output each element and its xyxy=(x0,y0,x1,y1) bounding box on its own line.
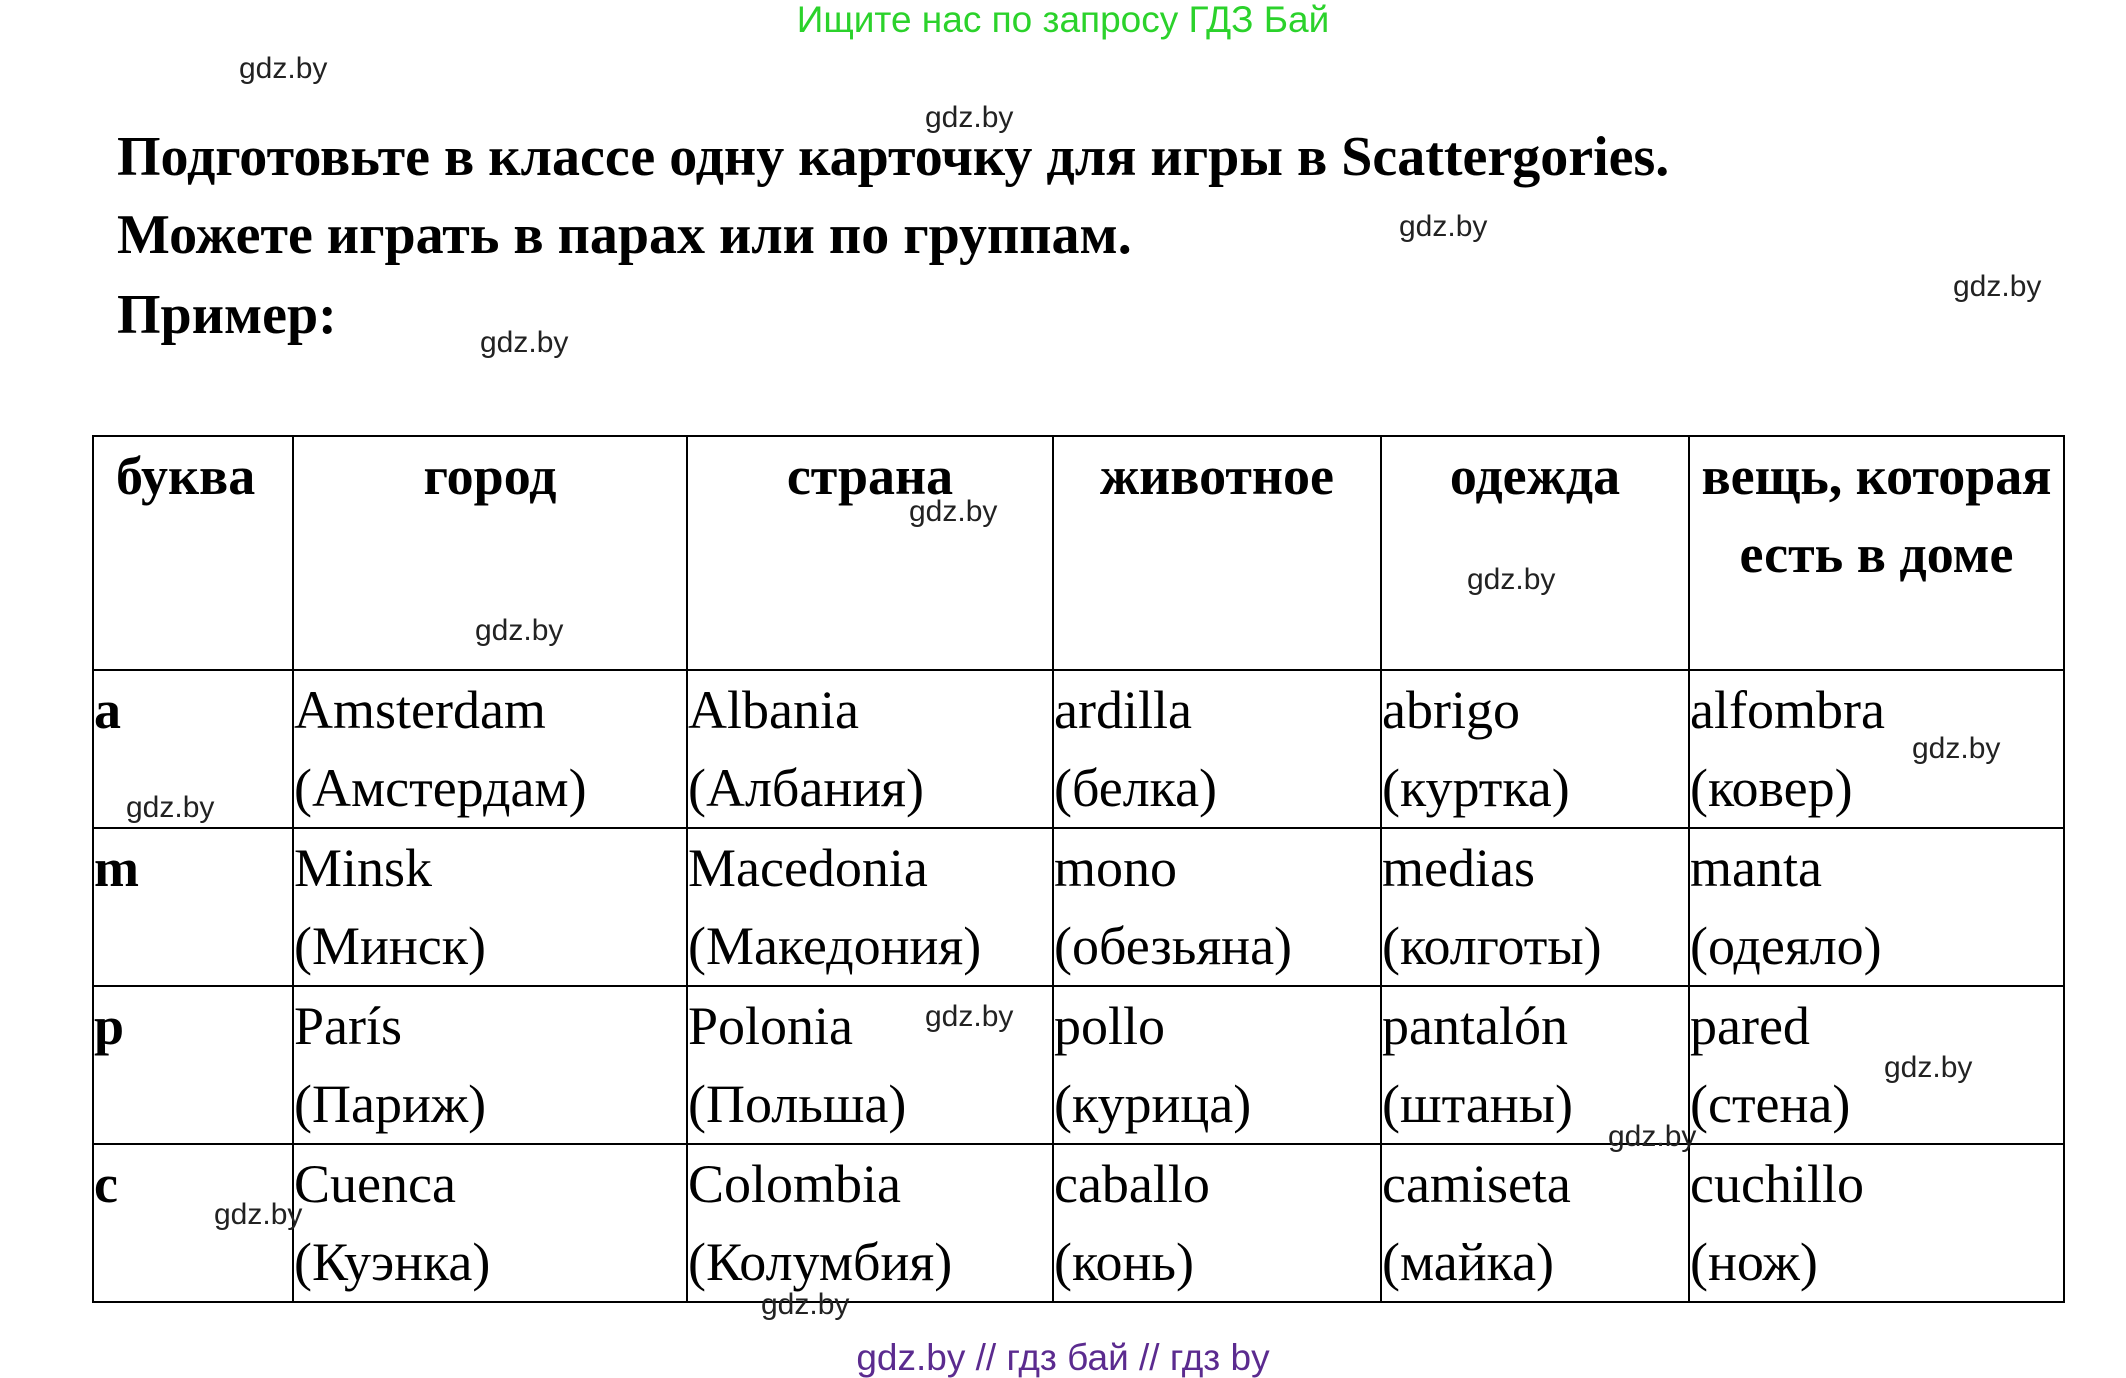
watermark: gdz.by xyxy=(1953,270,2042,303)
cell-household-item: manta (одеяло) xyxy=(1689,828,2064,986)
cell-city: Cuenca (Куэнка) xyxy=(293,1144,687,1302)
footer-links: gdz.by // гдз бай // гдз by xyxy=(856,1337,1270,1378)
cell-animal: ardilla (белка) xyxy=(1053,670,1381,828)
cell-animal: pollo (курица) xyxy=(1053,986,1381,1144)
watermark: gdz.by xyxy=(909,495,998,528)
cell-clothing: abrigo (куртка) xyxy=(1381,670,1689,828)
row-letter: m xyxy=(93,828,293,986)
watermark: gdz.by xyxy=(761,1288,850,1321)
cell-household-item: cuchillo (нож) xyxy=(1689,1144,2064,1302)
row-letter: p xyxy=(93,986,293,1144)
top-banner: Ищите нас по запросу ГДЗ Бай xyxy=(796,0,1330,40)
cell-clothing: camiseta (майка) xyxy=(1381,1144,1689,1302)
cell-country: Colombia (Колумбия) xyxy=(687,1144,1053,1302)
cell-clothing: medias (колготы) xyxy=(1381,828,1689,986)
watermark: gdz.by xyxy=(925,101,1014,134)
cell-household-item: pared (стена) xyxy=(1689,986,2064,1144)
watermark: gdz.by xyxy=(480,326,569,359)
cell-clothing: pantalón (штаны) xyxy=(1381,986,1689,1144)
table-row xyxy=(93,828,2064,986)
watermark: gdz.by xyxy=(214,1198,303,1231)
watermark: gdz.by xyxy=(1608,1120,1697,1153)
table-row xyxy=(93,670,2064,828)
cell-city: Minsk (Минск) xyxy=(293,828,687,986)
watermark: gdz.by xyxy=(475,614,564,647)
header-country: страна xyxy=(687,436,1053,670)
cell-country: Albania (Албания) xyxy=(687,670,1053,828)
example-label: Пример: xyxy=(117,284,337,346)
row-letter: c xyxy=(93,1144,293,1302)
header-city: город xyxy=(293,436,687,670)
scattergories-table xyxy=(92,435,2065,1303)
watermark: gdz.by xyxy=(1467,563,1556,596)
watermark: gdz.by xyxy=(1399,210,1488,243)
cell-animal: mono (обезьяна) xyxy=(1053,828,1381,986)
cell-country: Macedonia (Македония) xyxy=(687,828,1053,986)
cell-household-item: alfombra (ковер) xyxy=(1689,670,2064,828)
header-letter: буква xyxy=(93,436,293,670)
cell-country: Polonia (Польша) xyxy=(687,986,1053,1144)
watermark: gdz.by xyxy=(239,52,328,85)
header-household-item: вещь, которая есть в доме xyxy=(1689,436,2064,670)
cell-animal: caballo (конь) xyxy=(1053,1144,1381,1302)
table-header-row xyxy=(93,436,2064,670)
watermark: gdz.by xyxy=(925,1000,1014,1033)
watermark: gdz.by xyxy=(1884,1051,1973,1084)
instruction-line-1: Подготовьте в классе одну карточку для игры в Scattergories. xyxy=(117,126,1670,188)
row-letter: a xyxy=(93,670,293,828)
cell-city: Amsterdam (Амстердам) xyxy=(293,670,687,828)
watermark: gdz.by xyxy=(126,791,215,824)
watermark: gdz.by xyxy=(1912,732,2001,765)
header-clothing: одежда xyxy=(1381,436,1689,670)
table-row xyxy=(93,1144,2064,1302)
instruction-line-2: Можете играть в парах или по группам. xyxy=(117,204,1132,266)
cell-city: París (Париж) xyxy=(293,986,687,1144)
table-row xyxy=(93,986,2064,1144)
header-animal: животное xyxy=(1053,436,1381,670)
